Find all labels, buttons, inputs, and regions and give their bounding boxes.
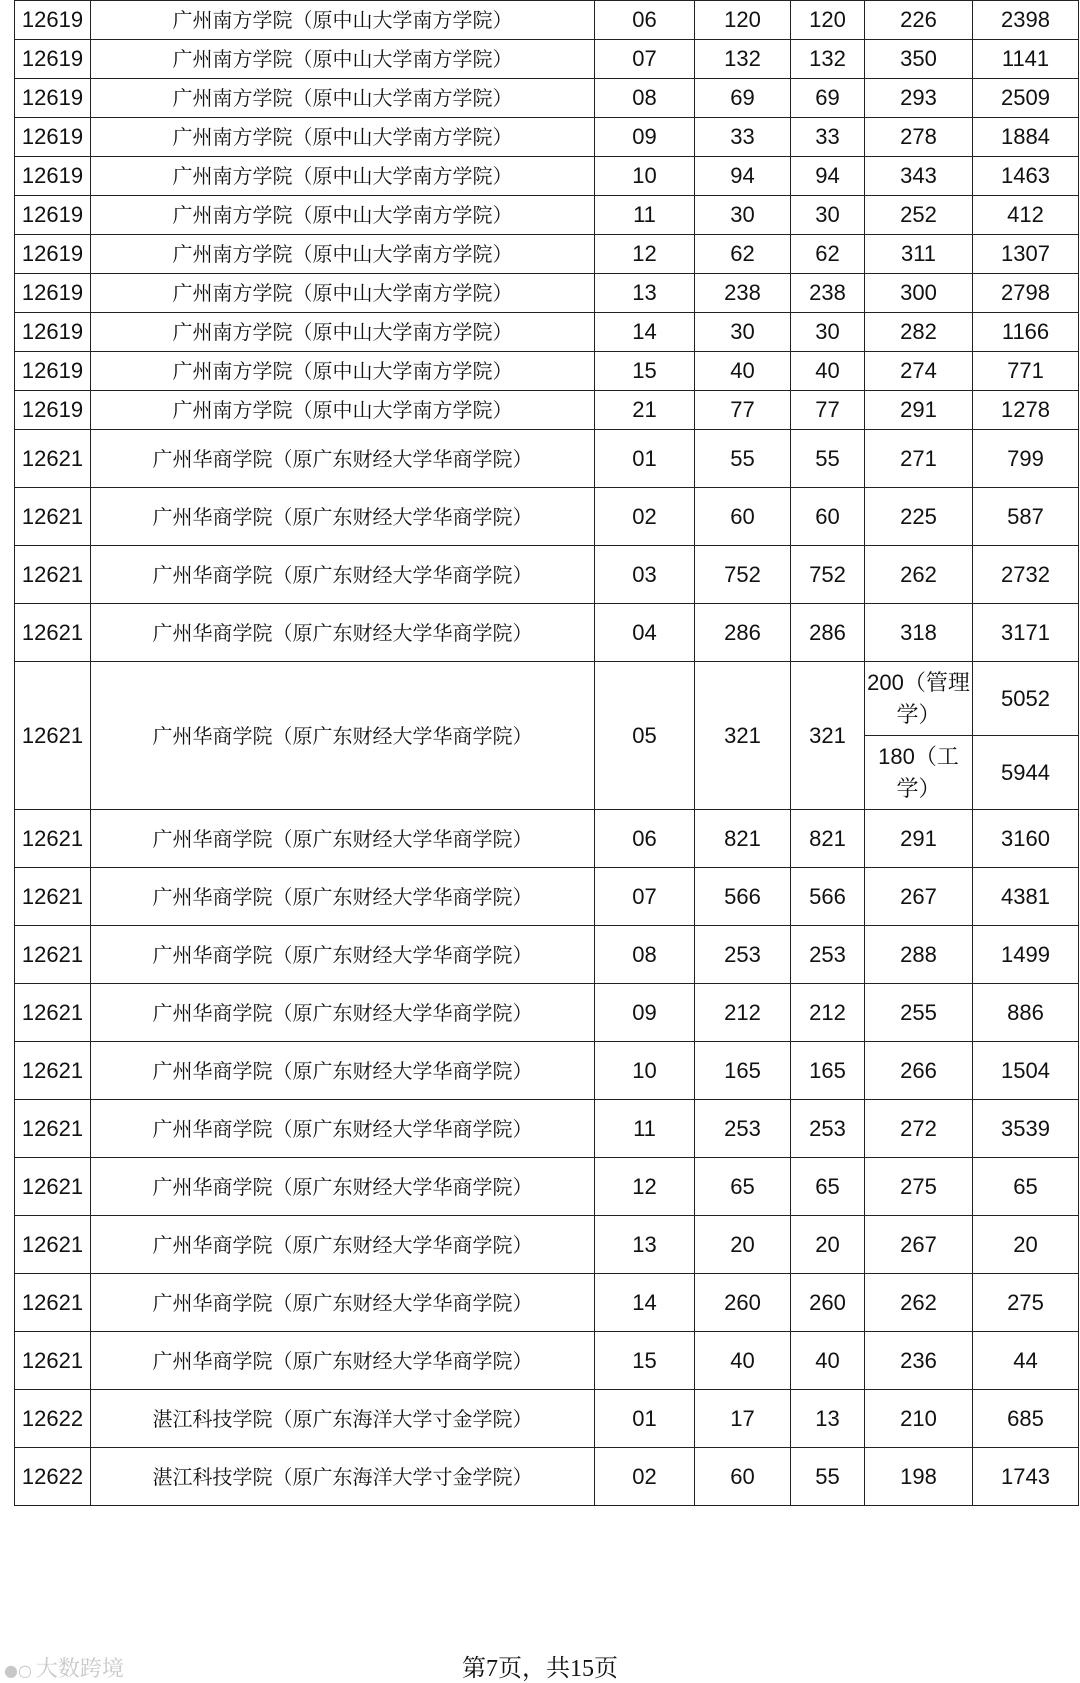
school-code-cell: 12621: [15, 546, 91, 604]
plan-count-cell: 132: [695, 40, 791, 79]
min-rank-cell: 1166: [973, 313, 1079, 352]
enrolled-count-cell: 77: [791, 391, 865, 430]
table-row: [15, 1, 1079, 40]
major-group-cell: 11: [595, 196, 695, 235]
min-rank-cell: 275: [973, 1274, 1079, 1332]
min-score-cell: 210: [865, 1390, 973, 1448]
major-group-cell: 01: [595, 1390, 695, 1448]
enrolled-count-cell: 33: [791, 118, 865, 157]
enrolled-count-cell: 132: [791, 40, 865, 79]
plan-count-cell: 286: [695, 604, 791, 662]
table-row: [15, 1274, 1079, 1332]
min-rank-cell: 20: [973, 1216, 1079, 1274]
min-rank-cell: 2798: [973, 274, 1079, 313]
major-group-cell: 10: [595, 157, 695, 196]
plan-count-cell: 260: [695, 1274, 791, 1332]
table-row: [15, 662, 1079, 736]
enrolled-count-cell: 40: [791, 1332, 865, 1390]
major-group-cell: 04: [595, 604, 695, 662]
enrolled-count-cell: 40: [791, 352, 865, 391]
min-score-cell: 198: [865, 1448, 973, 1506]
major-group-cell: 15: [595, 352, 695, 391]
table-row: [15, 235, 1079, 274]
major-group-cell: 11: [595, 1100, 695, 1158]
school-code-cell: 12619: [15, 1, 91, 40]
watermark-text: 大数跨境: [35, 1657, 124, 1682]
table-body: [15, 1, 1079, 1506]
table-row: [15, 1332, 1079, 1390]
enrolled-count-cell: 253: [791, 1100, 865, 1158]
admission-score-table: [14, 0, 1079, 1506]
table-row: [15, 118, 1079, 157]
plan-count-cell: 165: [695, 1042, 791, 1100]
min-rank-cell: 2509: [973, 79, 1079, 118]
min-rank-cell: 771: [973, 352, 1079, 391]
table-row: [15, 79, 1079, 118]
enrolled-count-cell: 60: [791, 488, 865, 546]
min-rank-cell: 1743: [973, 1448, 1079, 1506]
min-score-cell: 343: [865, 157, 973, 196]
school-code-cell: 12621: [15, 1158, 91, 1216]
major-group-cell: 12: [595, 1158, 695, 1216]
school-name-cell: 广州华商学院（原广东财经大学华商学院）: [91, 430, 595, 488]
min-score-cell: 278: [865, 118, 973, 157]
min-score-cell: 255: [865, 984, 973, 1042]
enrolled-count-cell: 821: [791, 810, 865, 868]
enrolled-count-cell: 55: [791, 430, 865, 488]
plan-count-cell: 253: [695, 926, 791, 984]
enrolled-count-cell: 69: [791, 79, 865, 118]
plan-count-cell: 566: [695, 868, 791, 926]
school-name-cell: 广州华商学院（原广东财经大学华商学院）: [91, 868, 595, 926]
school-name-cell: 广州南方学院（原中山大学南方学院）: [91, 157, 595, 196]
weibo-logo-icon: ●○: [4, 1661, 32, 1680]
plan-count-cell: 55: [695, 430, 791, 488]
min-rank-cell: 886: [973, 984, 1079, 1042]
plan-count-cell: 65: [695, 1158, 791, 1216]
plan-count-cell: 33: [695, 118, 791, 157]
school-name-cell: 湛江科技学院（原广东海洋大学寸金学院）: [91, 1390, 595, 1448]
school-name-cell: 广州南方学院（原中山大学南方学院）: [91, 274, 595, 313]
school-name-cell: 广州南方学院（原中山大学南方学院）: [91, 235, 595, 274]
school-code-cell: 12621: [15, 868, 91, 926]
school-name-cell: 广州华商学院（原广东财经大学华商学院）: [91, 546, 595, 604]
min-rank-cell: 412: [973, 196, 1079, 235]
plan-count-cell: 77: [695, 391, 791, 430]
school-name-cell: 湛江科技学院（原广东海洋大学寸金学院）: [91, 1448, 595, 1506]
enrolled-count-cell: 253: [791, 926, 865, 984]
school-name-cell: 广州华商学院（原广东财经大学华商学院）: [91, 1158, 595, 1216]
page-footer: 第7页，共15页: [462, 1656, 618, 1682]
enrolled-count-cell: 120: [791, 1, 865, 40]
major-group-cell: 02: [595, 488, 695, 546]
school-code-cell: 12619: [15, 118, 91, 157]
plan-count-cell: 30: [695, 196, 791, 235]
enrolled-count-cell: 566: [791, 868, 865, 926]
school-code-cell: 12621: [15, 1100, 91, 1158]
plan-count-cell: 321: [695, 662, 791, 810]
school-name-cell: 广州华商学院（原广东财经大学华商学院）: [91, 1274, 595, 1332]
school-name-cell: 广州华商学院（原广东财经大学华商学院）: [91, 1100, 595, 1158]
school-code-cell: 12621: [15, 810, 91, 868]
table-row: [15, 1216, 1079, 1274]
school-code-cell: 12622: [15, 1448, 91, 1506]
min-score-cell: 271: [865, 430, 973, 488]
min-score-cell: 267: [865, 1216, 973, 1274]
table-row: [15, 546, 1079, 604]
enrolled-count-cell: 30: [791, 196, 865, 235]
table-row: [15, 604, 1079, 662]
min-rank-cell: 799: [973, 430, 1079, 488]
min-score-cell: 288: [865, 926, 973, 984]
table-row: [15, 488, 1079, 546]
school-code-cell: 12621: [15, 1216, 91, 1274]
major-group-cell: 08: [595, 79, 695, 118]
enrolled-count-cell: 62: [791, 235, 865, 274]
major-group-cell: 01: [595, 430, 695, 488]
enrolled-count-cell: 65: [791, 1158, 865, 1216]
min-rank-cell: 2398: [973, 1, 1079, 40]
major-group-cell: 09: [595, 984, 695, 1042]
school-code-cell: 12619: [15, 157, 91, 196]
school-name-cell: 广州华商学院（原广东财经大学华商学院）: [91, 662, 595, 810]
school-name-cell: 广州华商学院（原广东财经大学华商学院）: [91, 604, 595, 662]
table-row: [15, 40, 1079, 79]
major-group-cell: 06: [595, 810, 695, 868]
min-rank-cell: 1141: [973, 40, 1079, 79]
enrolled-count-cell: 212: [791, 984, 865, 1042]
school-code-cell: 12622: [15, 1390, 91, 1448]
min-rank-cell: 1463: [973, 157, 1079, 196]
plan-count-cell: 17: [695, 1390, 791, 1448]
enrolled-count-cell: 20: [791, 1216, 865, 1274]
min-score-cell: 275: [865, 1158, 973, 1216]
enrolled-count-cell: 55: [791, 1448, 865, 1506]
plan-count-cell: 238: [695, 274, 791, 313]
min-rank-cell: 1884: [973, 118, 1079, 157]
min-rank-cell: 44: [973, 1332, 1079, 1390]
school-name-cell: 广州南方学院（原中山大学南方学院）: [91, 196, 595, 235]
major-group-cell: 12: [595, 235, 695, 274]
school-name-cell: 广州华商学院（原广东财经大学华商学院）: [91, 984, 595, 1042]
major-group-cell: 06: [595, 1, 695, 40]
min-score-cell: 350: [865, 40, 973, 79]
min-score-cell: 293: [865, 79, 973, 118]
min-rank-cell: 5944: [973, 736, 1079, 810]
min-rank-cell: 4381: [973, 868, 1079, 926]
school-code-cell: 12621: [15, 488, 91, 546]
school-name-cell: 广州华商学院（原广东财经大学华商学院）: [91, 1042, 595, 1100]
major-group-cell: 21: [595, 391, 695, 430]
school-code-cell: 12619: [15, 235, 91, 274]
school-code-cell: 12621: [15, 662, 91, 810]
school-code-cell: 12619: [15, 313, 91, 352]
school-name-cell: 广州南方学院（原中山大学南方学院）: [91, 40, 595, 79]
plan-count-cell: 30: [695, 313, 791, 352]
table-row: [15, 1042, 1079, 1100]
min-score-cell: 274: [865, 352, 973, 391]
enrolled-count-cell: 260: [791, 1274, 865, 1332]
school-name-cell: 广州南方学院（原中山大学南方学院）: [91, 79, 595, 118]
min-score-cell: 291: [865, 810, 973, 868]
plan-count-cell: 94: [695, 157, 791, 196]
plan-count-cell: 212: [695, 984, 791, 1042]
plan-count-cell: 253: [695, 1100, 791, 1158]
major-group-cell: 14: [595, 1274, 695, 1332]
enrolled-count-cell: 165: [791, 1042, 865, 1100]
table-row: [15, 1448, 1079, 1506]
school-code-cell: 12619: [15, 352, 91, 391]
min-score-cell: 236: [865, 1332, 973, 1390]
min-rank-cell: 1307: [973, 235, 1079, 274]
table-row: [15, 196, 1079, 235]
min-rank-cell: 3171: [973, 604, 1079, 662]
min-rank-cell: 65: [973, 1158, 1079, 1216]
school-name-cell: 广州华商学院（原广东财经大学华商学院）: [91, 926, 595, 984]
enrolled-count-cell: 238: [791, 274, 865, 313]
min-score-cell: 282: [865, 313, 973, 352]
min-rank-cell: 685: [973, 1390, 1079, 1448]
table-row: [15, 1158, 1079, 1216]
table-row: [15, 313, 1079, 352]
school-name-cell: 广州华商学院（原广东财经大学华商学院）: [91, 1332, 595, 1390]
enrolled-count-cell: 30: [791, 313, 865, 352]
school-code-cell: 12621: [15, 926, 91, 984]
min-score-cell: 262: [865, 1274, 973, 1332]
min-score-cell: 266: [865, 1042, 973, 1100]
min-rank-cell: 3539: [973, 1100, 1079, 1158]
min-rank-cell: 5052: [973, 662, 1079, 736]
major-group-cell: 15: [595, 1332, 695, 1390]
table-row: [15, 157, 1079, 196]
school-code-cell: 12619: [15, 196, 91, 235]
school-code-cell: 12621: [15, 1042, 91, 1100]
school-code-cell: 12621: [15, 604, 91, 662]
major-group-cell: 13: [595, 1216, 695, 1274]
school-name-cell: 广州华商学院（原广东财经大学华商学院）: [91, 810, 595, 868]
table-row: [15, 430, 1079, 488]
min-score-cell: 180（工学）: [865, 736, 973, 810]
enrolled-count-cell: 13: [791, 1390, 865, 1448]
min-rank-cell: 1278: [973, 391, 1079, 430]
table-row: [15, 810, 1079, 868]
table-row: [15, 984, 1079, 1042]
plan-count-cell: 69: [695, 79, 791, 118]
school-code-cell: 12621: [15, 984, 91, 1042]
min-score-cell: 200（管理学）: [865, 662, 973, 736]
min-rank-cell: 587: [973, 488, 1079, 546]
min-rank-cell: 1504: [973, 1042, 1079, 1100]
min-score-cell: 262: [865, 546, 973, 604]
min-score-cell: 311: [865, 235, 973, 274]
plan-count-cell: 60: [695, 1448, 791, 1506]
major-group-cell: 07: [595, 40, 695, 79]
plan-count-cell: 62: [695, 235, 791, 274]
min-score-cell: 291: [865, 391, 973, 430]
major-group-cell: 03: [595, 546, 695, 604]
table-row: [15, 926, 1079, 984]
min-rank-cell: 2732: [973, 546, 1079, 604]
enrolled-count-cell: 94: [791, 157, 865, 196]
table-row: [15, 391, 1079, 430]
major-group-cell: 05: [595, 662, 695, 810]
min-score-cell: 272: [865, 1100, 973, 1158]
major-group-cell: 08: [595, 926, 695, 984]
major-group-cell: 13: [595, 274, 695, 313]
school-name-cell: 广州南方学院（原中山大学南方学院）: [91, 1, 595, 40]
plan-count-cell: 40: [695, 352, 791, 391]
min-score-cell: 300: [865, 274, 973, 313]
school-code-cell: 12619: [15, 391, 91, 430]
min-rank-cell: 1499: [973, 926, 1079, 984]
min-rank-cell: 3160: [973, 810, 1079, 868]
school-code-cell: 12619: [15, 79, 91, 118]
enrolled-count-cell: 752: [791, 546, 865, 604]
plan-count-cell: 752: [695, 546, 791, 604]
plan-count-cell: 120: [695, 1, 791, 40]
min-score-cell: 225: [865, 488, 973, 546]
school-code-cell: 12621: [15, 430, 91, 488]
table-row: [15, 352, 1079, 391]
school-name-cell: 广州华商学院（原广东财经大学华商学院）: [91, 488, 595, 546]
major-group-cell: 14: [595, 313, 695, 352]
school-code-cell: 12619: [15, 40, 91, 79]
enrolled-count-cell: 286: [791, 604, 865, 662]
table-row: [15, 1100, 1079, 1158]
min-score-cell: 252: [865, 196, 973, 235]
school-name-cell: 广州南方学院（原中山大学南方学院）: [91, 391, 595, 430]
table-row: [15, 1390, 1079, 1448]
min-score-cell: 226: [865, 1, 973, 40]
school-code-cell: 12621: [15, 1332, 91, 1390]
table-row: [15, 274, 1079, 313]
school-name-cell: 广州华商学院（原广东财经大学华商学院）: [91, 1216, 595, 1274]
table-row: [15, 868, 1079, 926]
major-group-cell: 09: [595, 118, 695, 157]
plan-count-cell: 40: [695, 1332, 791, 1390]
school-code-cell: 12621: [15, 1274, 91, 1332]
major-group-cell: 10: [595, 1042, 695, 1100]
plan-count-cell: 60: [695, 488, 791, 546]
school-name-cell: 广州南方学院（原中山大学南方学院）: [91, 313, 595, 352]
major-group-cell: 07: [595, 868, 695, 926]
min-score-cell: 318: [865, 604, 973, 662]
plan-count-cell: 20: [695, 1216, 791, 1274]
min-score-cell: 267: [865, 868, 973, 926]
school-name-cell: 广州南方学院（原中山大学南方学院）: [91, 352, 595, 391]
plan-count-cell: 821: [695, 810, 791, 868]
school-name-cell: 广州南方学院（原中山大学南方学院）: [91, 118, 595, 157]
major-group-cell: 02: [595, 1448, 695, 1506]
enrolled-count-cell: 321: [791, 662, 865, 810]
school-code-cell: 12619: [15, 274, 91, 313]
